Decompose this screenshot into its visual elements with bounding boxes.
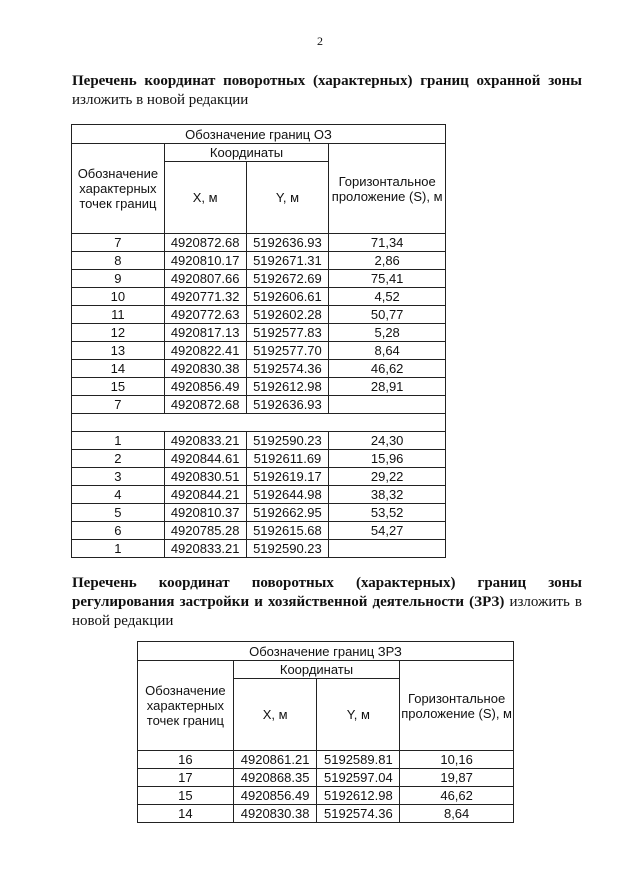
oz-table-row [72,288,446,306]
zrz-cell-n: 14 [138,805,234,823]
oz-col-s-header: Горизонтальное проложение (S), м [329,144,446,234]
oz-table-row [72,432,446,450]
zrz-col-y-header: Y, м [317,679,400,751]
oz-cell-s: 50,77 [329,306,446,324]
oz-cell-s: 15,96 [329,450,446,468]
oz-cell-x: 4920817.13 [164,324,246,342]
oz-cell-s: 8,64 [329,342,446,360]
zrz-cell-n: 16 [138,751,234,769]
oz-cell-y: 5192672.69 [246,270,329,288]
oz-table-row [72,270,446,288]
zrz-cell-x: 4920856.49 [233,787,317,805]
oz-cell-s: 53,52 [329,504,446,522]
oz-cell-x: 4920830.38 [164,360,246,378]
oz-cell-x: 4920844.21 [164,486,246,504]
oz-cell-x: 4920807.66 [164,270,246,288]
oz-cell-x: 4920833.21 [164,432,246,450]
oz-cell-n: 1 [72,540,165,558]
oz-group-separator [72,414,446,432]
oz-cell-s: 2,86 [329,252,446,270]
zrz-table-body [138,642,514,823]
oz-cell-x: 4920810.17 [164,252,246,270]
oz-cell-s: 71,34 [329,234,446,252]
oz-separator-cell [72,414,446,432]
oz-col-x-header: X, м [164,162,246,234]
oz-table-row [72,378,446,396]
zrz-cell-s: 10,16 [400,751,514,769]
zrz-cell-s: 19,87 [400,769,514,787]
zrz-cell-x: 4920868.35 [233,769,317,787]
oz-col-y-header: Y, м [246,162,329,234]
oz-cell-n: 13 [72,342,165,360]
oz-cell-y: 5192611.69 [246,450,329,468]
oz-table-row [72,468,446,486]
oz-cell-s: 4,52 [329,288,446,306]
zrz-cell-y: 5192597.04 [317,769,400,787]
section2-heading [72,574,582,631]
oz-cell-n: 14 [72,360,165,378]
section1-heading-bold: Перечень координат поворотных (характерных) границ охранной зоны [72,73,582,89]
oz-table-row [72,504,446,522]
oz-table-row [72,324,446,342]
oz-table-row [72,450,446,468]
oz-cell-n: 1 [72,432,165,450]
zrz-table-row [138,769,514,787]
oz-boundary-table [71,124,446,558]
zrz-cell-n: 17 [138,769,234,787]
oz-table-row [72,342,446,360]
oz-cell-s: 38,32 [329,486,446,504]
zrz-cell-x: 4920861.21 [233,751,317,769]
oz-cell-x: 4920785.28 [164,522,246,540]
oz-cell-y: 5192590.23 [246,432,329,450]
zrz-col-s-header: Горизонтальное проложение (S), м [400,661,514,751]
zrz-cell-n: 15 [138,787,234,805]
oz-cell-y: 5192577.83 [246,324,329,342]
oz-cell-n: 11 [72,306,165,324]
oz-cell-s [329,396,446,414]
oz-cell-n: 7 [72,234,165,252]
oz-cell-n: 10 [72,288,165,306]
zrz-cell-y: 5192589.81 [317,751,400,769]
oz-cell-s [329,540,446,558]
zrz-col-x-header: X, м [233,679,317,751]
oz-cell-x: 4920830.51 [164,468,246,486]
oz-cell-x: 4920772.63 [164,306,246,324]
oz-table-row [72,486,446,504]
oz-cell-x: 4920822.41 [164,342,246,360]
zrz-cell-x: 4920830.38 [233,805,317,823]
oz-cell-y: 5192574.36 [246,360,329,378]
oz-cell-n: 8 [72,252,165,270]
zrz-table-row [138,805,514,823]
oz-cell-x: 4920872.68 [164,396,246,414]
oz-cell-n: 6 [72,522,165,540]
oz-cell-y: 5192644.98 [246,486,329,504]
oz-cell-s: 29,22 [329,468,446,486]
oz-cell-x: 4920856.49 [164,378,246,396]
oz-cell-x: 4920810.37 [164,504,246,522]
oz-cell-x: 4920844.61 [164,450,246,468]
oz-col-coords-header: Координаты [164,144,329,162]
section1-heading [72,72,582,110]
oz-cell-n: 5 [72,504,165,522]
oz-cell-x: 4920771.32 [164,288,246,306]
oz-table-row [72,252,446,270]
zrz-table-row [138,787,514,805]
oz-cell-y: 5192577.70 [246,342,329,360]
oz-cell-s: 24,30 [329,432,446,450]
zrz-col-coords-header: Координаты [233,661,400,679]
oz-table-row [72,306,446,324]
oz-cell-s: 5,28 [329,324,446,342]
oz-cell-n: 7 [72,396,165,414]
oz-cell-x: 4920833.21 [164,540,246,558]
oz-cell-y: 5192636.93 [246,396,329,414]
oz-cell-s: 28,91 [329,378,446,396]
oz-cell-x: 4920872.68 [164,234,246,252]
oz-table-body [72,125,446,558]
oz-cell-y: 5192590.23 [246,540,329,558]
oz-cell-n: 9 [72,270,165,288]
oz-cell-s: 54,27 [329,522,446,540]
oz-cell-y: 5192606.61 [246,288,329,306]
oz-cell-n: 12 [72,324,165,342]
zrz-boundary-table [137,641,514,823]
oz-cell-n: 4 [72,486,165,504]
oz-table-row [72,540,446,558]
oz-cell-y: 5192615.68 [246,522,329,540]
oz-cell-s: 75,41 [329,270,446,288]
section2-heading-rest: изложить в новой редакции [72,594,582,629]
oz-cell-y: 5192619.17 [246,468,329,486]
oz-cell-n: 3 [72,468,165,486]
page-number: 2 [317,34,323,48]
oz-table-row [72,396,446,414]
oz-cell-y: 5192662.95 [246,504,329,522]
oz-col-point-header: Обозначение характерных точек границ [72,144,165,234]
zrz-col-point-header: Обозначение характерных точек границ [138,661,234,751]
oz-cell-s: 46,62 [329,360,446,378]
oz-table-row [72,360,446,378]
section2-heading-bold: Перечень координат поворотных (характерных) границ зоны регулирования застройки и хозяйственной деятельности (ЗРЗ) [72,575,582,610]
oz-cell-y: 5192636.93 [246,234,329,252]
oz-table-caption: Обозначение границ ОЗ [72,125,446,144]
section1-heading-rest: изложить в новой редакции [72,92,249,108]
oz-cell-y: 5192602.28 [246,306,329,324]
zrz-cell-s: 8,64 [400,805,514,823]
zrz-table-row [138,751,514,769]
oz-cell-y: 5192671.31 [246,252,329,270]
oz-table-row [72,522,446,540]
oz-cell-y: 5192612.98 [246,378,329,396]
oz-cell-n: 2 [72,450,165,468]
zrz-cell-y: 5192574.36 [317,805,400,823]
zrz-cell-y: 5192612.98 [317,787,400,805]
oz-cell-n: 15 [72,378,165,396]
zrz-cell-s: 46,62 [400,787,514,805]
zrz-table-caption: Обозначение границ ЗРЗ [138,642,514,661]
oz-table-row [72,234,446,252]
